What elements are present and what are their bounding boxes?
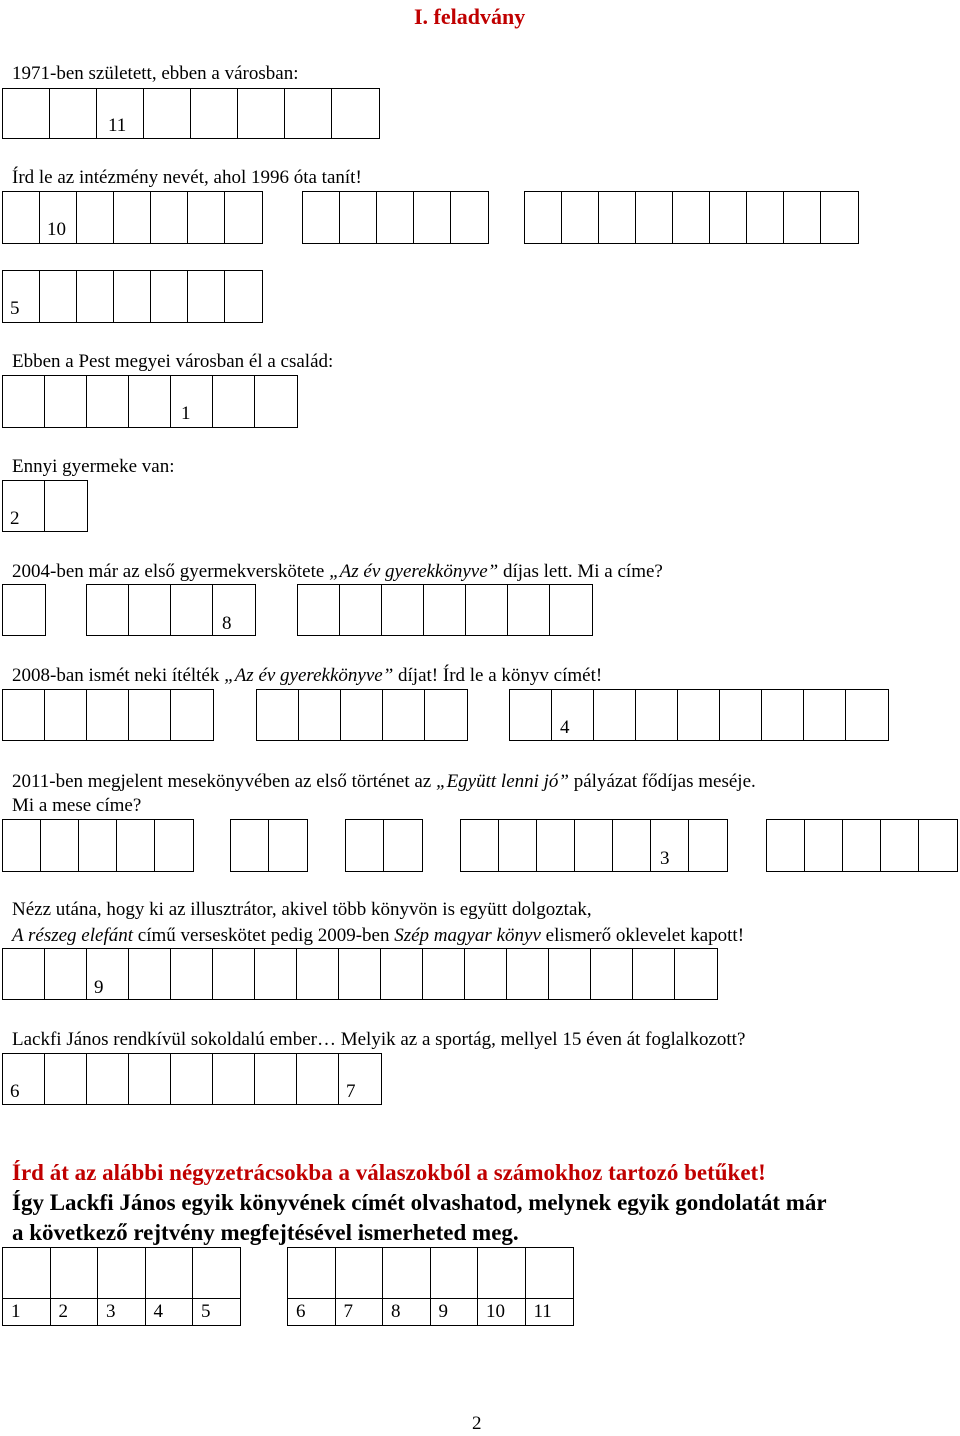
question-8-text: Nézz utána, hogy ki az illusztrátor, akivel több könyvön is együtt dolgoztak, [12,899,592,920]
letter-box[interactable] [44,480,88,532]
letter-box[interactable] [113,270,152,323]
letter-number-label: 10 [47,219,66,240]
numbered-letter-box[interactable] [50,1298,99,1326]
letter-box[interactable] [549,584,593,636]
letter-box[interactable] [296,948,340,1000]
letter-box[interactable] [338,1053,382,1105]
letter-number-label: 2 [58,1301,68,1322]
letter-box[interactable] [76,191,115,244]
letter-box[interactable] [465,584,509,636]
letter-box[interactable] [297,584,341,636]
letter-box[interactable] [302,191,341,244]
letter-box[interactable] [842,819,882,872]
letter-box[interactable] [672,191,711,244]
letter-number-label: 6 [296,1301,306,1322]
letter-box[interactable] [507,584,551,636]
letter-box[interactable] [76,270,115,323]
letter-number-label: 8 [391,1301,401,1322]
letter-box[interactable] [2,819,42,872]
letter-box[interactable] [78,819,118,872]
letter-box[interactable] [635,689,679,741]
letter-box[interactable] [116,819,156,872]
letter-box[interactable] [783,191,822,244]
letter-box[interactable] [345,819,385,872]
letter-box[interactable] [44,689,88,741]
question-7-text: 2011-ben megjelent mesekönyvében az első történet az „Együtt lenni jó” pályázat fődíjas meséje. [12,771,756,792]
letter-box[interactable] [128,584,172,636]
letter-box[interactable] [2,480,46,532]
letter-box[interactable] [381,584,425,636]
letter-number-label: 6 [10,1081,20,1102]
letter-box[interactable] [612,819,652,872]
numbered-letter-box[interactable] [2,1298,51,1326]
letter-number-label: 8 [222,613,232,634]
instructions-line-2: Így Lackfi János egyik könyvének címét olvashatod, melynek egyik gondolatát már [12,1190,827,1215]
letter-box[interactable] [918,819,958,872]
letter-box[interactable] [880,819,920,872]
letter-box[interactable] [719,689,763,741]
letter-box[interactable] [509,689,553,741]
letter-box[interactable] [39,270,78,323]
letter-box[interactable] [498,819,538,872]
letter-number-label: 1 [11,1301,21,1322]
letter-number-label: 10 [486,1301,505,1322]
letter-box[interactable] [561,191,600,244]
letter-number-label: 11 [108,115,127,136]
numbered-letter-box[interactable] [382,1298,431,1326]
page-title: I. feladvány [414,4,526,29]
letter-box[interactable] [287,1247,336,1299]
letter-box[interactable] [477,1247,526,1299]
letter-box[interactable] [650,819,690,872]
question-7-text-line2: Mi a mese címe? [12,795,142,816]
letter-box[interactable] [154,819,194,872]
letter-box[interactable] [339,584,383,636]
letter-box[interactable] [86,1053,130,1105]
letter-box[interactable] [44,375,88,428]
letter-box[interactable] [2,270,41,323]
letter-box[interactable] [113,191,152,244]
letter-box[interactable] [2,1053,46,1105]
question-9-text: Lackfi János rendkívül sokoldalú ember… Melyik az a sportág, mellyel 15 éven át foglalkozott? [12,1029,746,1050]
letter-number-label: 7 [343,1301,353,1322]
letter-box[interactable] [551,689,595,741]
letter-box[interactable] [170,584,214,636]
letter-box[interactable] [128,375,172,428]
letter-box[interactable] [49,88,98,139]
letter-box[interactable] [430,1247,479,1299]
instructions-red-line: Írd át az alábbi négyzetrácsokba a válaszokból a számokhoz tartozó betűket! [12,1160,766,1185]
letter-box[interactable] [677,689,721,741]
letter-box[interactable] [170,375,214,428]
letter-box[interactable] [424,689,468,741]
letter-box[interactable] [128,948,172,1000]
letter-box[interactable] [224,270,263,323]
letter-box[interactable] [230,819,270,872]
letter-box[interactable] [709,191,748,244]
letter-box[interactable] [524,191,563,244]
letter-box[interactable] [766,819,806,872]
letter-box[interactable] [525,1247,574,1299]
letter-box[interactable] [212,375,256,428]
letter-box[interactable] [339,191,378,244]
letter-number-label: 7 [346,1081,356,1102]
letter-box[interactable] [296,1053,340,1105]
letter-box[interactable] [761,689,805,741]
letter-box[interactable] [284,88,333,139]
letter-box[interactable] [86,375,130,428]
letter-box[interactable] [150,191,189,244]
letter-box[interactable] [143,88,192,139]
letter-box[interactable] [170,689,214,741]
letter-box[interactable] [688,819,728,872]
letter-box[interactable] [422,948,466,1000]
letter-box[interactable] [2,88,51,139]
letter-box[interactable] [256,689,300,741]
letter-box[interactable] [506,948,550,1000]
letter-box[interactable] [2,948,46,1000]
letter-box[interactable] [548,948,592,1000]
letter-box[interactable] [423,584,467,636]
letter-box[interactable] [190,88,239,139]
letter-box[interactable] [97,1247,146,1299]
letter-box[interactable] [464,948,508,1000]
letter-box[interactable] [635,191,674,244]
numbered-letter-box[interactable] [97,1298,146,1326]
letter-number-label: 3 [660,848,670,869]
letter-box[interactable] [40,819,80,872]
letter-box[interactable] [254,948,298,1000]
letter-box[interactable] [170,1053,214,1105]
letter-number-label: 9 [438,1301,448,1322]
letter-box[interactable] [187,191,226,244]
letter-box[interactable] [212,1053,256,1105]
letter-box[interactable] [380,948,424,1000]
letter-box[interactable] [212,584,256,636]
letter-box[interactable] [86,584,130,636]
letter-box[interactable] [224,191,263,244]
letter-box[interactable] [331,88,380,139]
letter-box[interactable] [187,270,226,323]
letter-box[interactable] [268,819,308,872]
letter-box[interactable] [335,1247,384,1299]
question-5-text: 2004-ben már az első gyermekverskötete „Az év gyerekkönyve” díjas lett. Mi a címe? [12,561,663,582]
letter-box[interactable] [145,1247,194,1299]
letter-box[interactable] [2,584,46,636]
letter-box[interactable] [128,1053,172,1105]
letter-box[interactable] [50,1247,99,1299]
instructions-line-3: a következő rejtvény megfejtésével ismerheted meg. [12,1220,519,1245]
letter-box[interactable] [598,191,637,244]
letter-box[interactable] [845,689,889,741]
letter-box[interactable] [2,191,41,244]
letter-box[interactable] [44,1053,88,1105]
letter-box[interactable] [536,819,576,872]
letter-box[interactable] [150,270,189,323]
letter-box[interactable] [86,948,130,1000]
question-3-text: Ebben a Pest megyei városban él a család: [12,351,334,372]
letter-box[interactable] [382,1247,431,1299]
letter-box[interactable] [2,689,46,741]
letter-number-label: 11 [533,1301,552,1322]
letter-box[interactable] [338,948,382,1000]
question-8-text-line2: A részeg elefánt című verseskötet pedig 2009-ben Szép magyar könyv elismerő oklevelet kapott! [12,925,745,946]
letter-box[interactable] [674,948,718,1000]
letter-number-label: 9 [94,977,104,998]
numbered-letter-box[interactable] [287,1298,336,1326]
letter-box[interactable] [340,689,384,741]
letter-box[interactable] [383,819,423,872]
letter-box[interactable] [376,191,415,244]
letter-box[interactable] [803,689,847,741]
letter-box[interactable] [212,948,256,1000]
letter-box[interactable] [413,191,452,244]
numbered-letter-box[interactable] [525,1298,574,1326]
letter-box[interactable] [450,191,489,244]
numbered-letter-box[interactable] [335,1298,384,1326]
numbered-letter-box[interactable] [145,1298,194,1326]
letter-box[interactable] [128,689,172,741]
letter-box[interactable] [192,1247,241,1299]
letter-number-label: 2 [10,508,20,529]
letter-number-label: 5 [10,298,20,319]
letter-number-label: 4 [153,1301,163,1322]
letter-box[interactable] [804,819,844,872]
question-2-text: Írd le az intézmény nevét, ahol 1996 óta tanít! [12,167,362,188]
letter-box[interactable] [820,191,859,244]
letter-box[interactable] [86,689,130,741]
numbered-letter-box[interactable] [477,1298,526,1326]
letter-box[interactable] [170,948,214,1000]
letter-box[interactable] [2,375,46,428]
letter-number-label: 1 [181,403,191,424]
letter-box[interactable] [254,1053,298,1105]
page-number: 2 [472,1413,482,1434]
letter-box[interactable] [632,948,676,1000]
letter-number-label: 3 [106,1301,116,1322]
numbered-letter-box[interactable] [192,1298,241,1326]
letter-number-label: 5 [201,1301,211,1322]
letter-box[interactable] [2,1247,51,1299]
letter-box[interactable] [254,375,298,428]
question-6-text: 2008-ban ismét neki ítélték „Az év gyerekkönyve” díjat! Írd le a könyv címét! [12,665,603,686]
question-4-text: Ennyi gyermeke van: [12,456,175,477]
letter-box[interactable] [237,88,286,139]
letter-number-label: 4 [560,717,570,738]
letter-box[interactable] [382,689,426,741]
letter-box[interactable] [44,948,88,1000]
numbered-letter-box[interactable] [430,1298,479,1326]
letter-box[interactable] [593,689,637,741]
letter-box[interactable] [460,819,500,872]
letter-box[interactable] [298,689,342,741]
letter-box[interactable] [746,191,785,244]
question-1-text: 1971-ben született, ebben a városban: [12,63,299,84]
letter-box[interactable] [590,948,634,1000]
letter-box[interactable] [574,819,614,872]
